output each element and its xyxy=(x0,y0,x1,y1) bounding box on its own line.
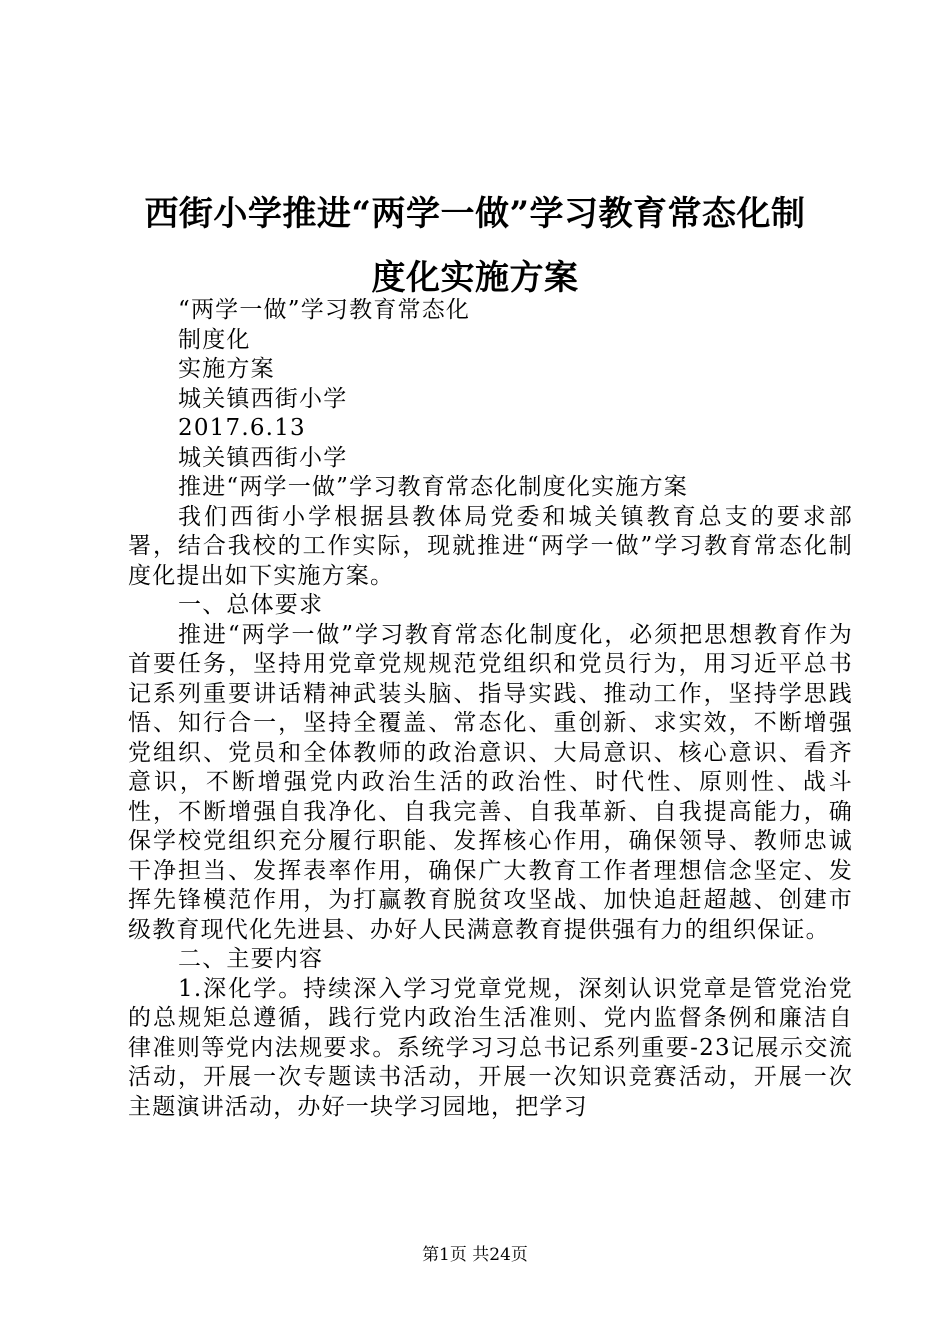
title-line-1: 西街小学推进“两学一做”学习教育常态化制 xyxy=(144,194,806,234)
cover-line: 实施方案 xyxy=(178,356,275,382)
cover-line: 2017.6.13 xyxy=(178,415,306,441)
document-title xyxy=(100,182,850,310)
section-heading: 一、总体要求 xyxy=(178,592,324,618)
section-paragraph: 推进“两学一做”学习教育常态化制度化，必须把思想教育作为首要任务，坚持用党章党规规范党组织和党员行为，用习近平总书记系列重要讲话精神武装头脑、指导实践、推动工作，坚持学思践悟、知行合一，坚持全覆盖、常态化、重创新、求实效，不断增强党组织、党员和全体教师的政治意识、大局意识、核心意识、看齐意识，不断增强党内政治生活的政治性、时代性、原则性、战斗性，不断增强自我净化、自我完善、自我革新、自我提高能力，确保学校党组织充分履行职能、发挥核心作用，确保领导、教师忠诚干净担当、发挥表率作用，确保广大教育工作者理想信念坚定、发挥先锋模范作用，为打赢教育脱贫攻坚战、加快追赶超越、创建市级教育现代化先进县、办好人民满意教育提供强有力的组织保证。 xyxy=(128,621,853,943)
cover-line: 推进“两学一做”学习教育常态化制度化实施方案 xyxy=(178,474,688,500)
cover-line: “两学一做”学习教育常态化 xyxy=(178,297,471,323)
title-line-2: 度化实施方案 xyxy=(371,258,579,298)
cover-line: 制度化 xyxy=(178,326,251,353)
cover-line: 城关镇西街小学 xyxy=(178,444,348,471)
page-footer: 第1页 共24页 xyxy=(422,1245,528,1265)
intro-paragraph: 我们西街小学根据县教体局党委和城关镇教育总支的要求部署，结合我校的工作实际，现就推进“两学一做”学习教育常态化制度化提出如下实施方案。 xyxy=(128,503,853,589)
section-paragraph: 1.深化学。持续深入学习党章党规，深刻认识党章是管党治党的总规矩总遵循，践行党内政治生活准则、党内监督条例和廉洁自律准则等党内法规要求。系统学习习总书记系列重要-23记展示交流活动，开展一次专题读书活动，开展一次知识竞赛活动，开展一次主题演讲活动，办好一块学习园地，把学习 xyxy=(128,975,853,1120)
section-heading: 二、主要内容 xyxy=(178,946,324,972)
document-body xyxy=(128,296,853,1122)
cover-line: 城关镇西街小学 xyxy=(178,385,348,412)
